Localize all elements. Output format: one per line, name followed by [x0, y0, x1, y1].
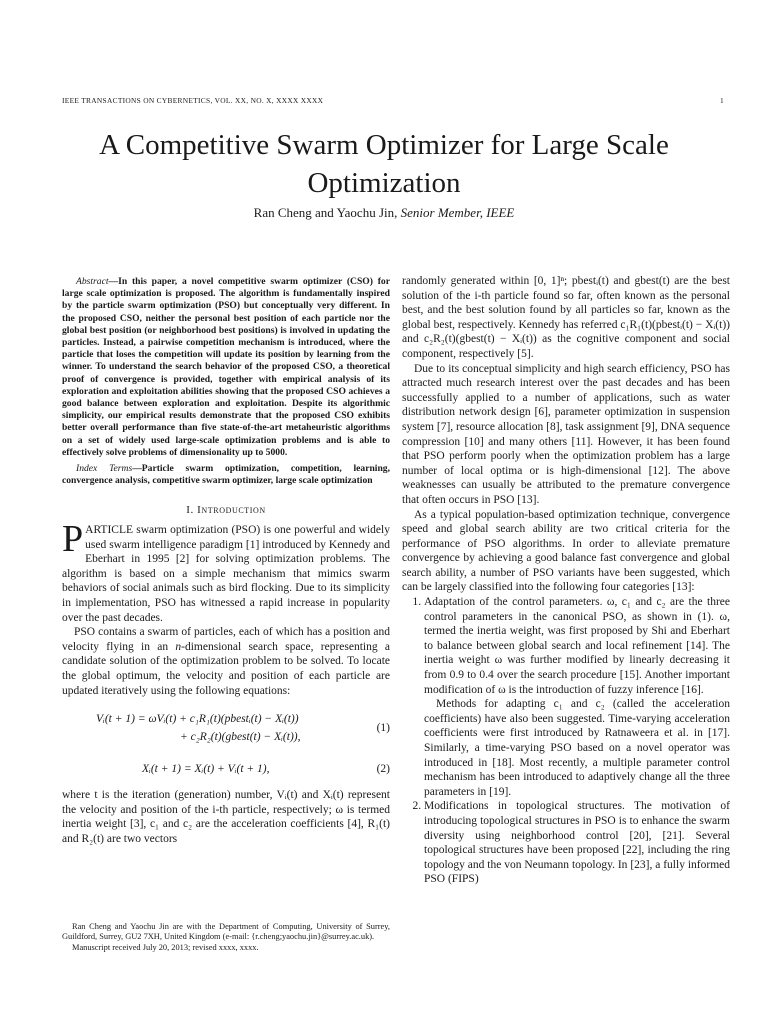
intro-paragraph-2-text-a: PSO contains a swarm of particles, each of which has a position and velocity flying in an	[62, 626, 390, 653]
author-membership: Senior Member, IEEE	[400, 205, 515, 220]
running-head	[62, 96, 724, 105]
journal-name: IEEE TRANSACTIONS ON CYBERNETICS, VOL. XX, NO. X, XXXX XXXX	[62, 96, 324, 105]
list-item-2-text: 2. Modifications in topological structures. The motivation of introducing topological structures in PSO is to enhance the swarm diversity using neighborhood control [20], [21]. Several topological structures have been proposed [22], including the ring topology and the von Neumann topology. In [23], a fully informed PSO (FIPS)	[424, 800, 730, 886]
list-item-1-subparagraph: Methods for adapting c₁ and c₂ (called the acceleration coefficients) have also been suggested. Time-varying acceleration coefficients were first introduced by Ratnaweera et al. in [17]. Similarly, a time-varying PSO based on a novel operator was introduced in [18]. Most recently, a multiple parameter control mechanism has been introduced to adaptively change all the three parameters in [19].	[424, 698, 730, 798]
footnote-manuscript: Manuscript received July 20, 2013; revised xxxx, xxxx.	[72, 942, 259, 952]
index-terms-label: Index Terms	[76, 463, 133, 475]
left-column	[62, 276, 390, 847]
section-heading-introduction: I. Introduction	[186, 504, 266, 517]
equation-2	[62, 758, 390, 780]
equation-2-line: Xᵢ(t + 1) = Xᵢ(t) + Vᵢ(t + 1),	[142, 763, 270, 776]
equation-1-line-1: Vᵢ(t + 1) = ωVᵢ(t) + c₁R₁(t)(pbestᵢ(t) − Xᵢ(t))	[96, 713, 299, 726]
index-terms	[62, 463, 390, 487]
intro-paragraph-3: where t is the iteration (generation) number, Vᵢ(t) and Xᵢ(t) represent the velocity and position of the i-th particle, respectively; ω is termed inertia weight [3], c₁ and c₂ are the acceleration coefficients [4], R₁(t) and R₂(t) are two vectors	[62, 789, 390, 845]
abstract-text: —In this paper, a novel competitive swarm optimizer (CSO) for large scale optimization is proposed. The algorithm is fundamentally inspired by the particle swarm optimization (PSO) but conceptually very different. In the proposed CSO, neither the personal best position of each particle nor the global best position (or neighborhood best positions) is involved in updating the particles. Instead, a pairwise competition mechanism is introduced, where the particle that loses the competition will update its position by learning from the winner. To understand the search behavior of the proposed CSO, a theoretical proof of convergence is provided, together with empirical analysis of its exploration and exploitation abilities showing that the proposed CSO achieves a good balance between exploration and exploitation. Despite its algorithmic simplicity, our empirical results demonstrate that the proposed CSO exhibits better overall performance than five state-of-the-art metaheuristic algorithms on a set of widely used large-scale optimization problems and is able to effectively solve problems of dimensionality up to 5000.	[62, 276, 390, 458]
intro-paragraph-2-math: n	[175, 640, 182, 653]
intro-paragraph-2	[62, 625, 390, 698]
list-item	[424, 799, 730, 887]
author-names: Ran Cheng and Yaochu Jin,	[253, 205, 398, 220]
equation-1-line-2: + c₂R₂(t)(gbest(t) − Xᵢ(t)),	[180, 731, 301, 744]
right-paragraph-2: Due to its conceptual simplicity and high search efficiency, PSO has attracted much research interest over the past decades and has been successfully applied to a number of applications, such as water distribution network design [6], parameter optimization in suspension system [7], resource allocation [8], task assignment [9], DNA sequence compression [10] and many others [11]. However, it has been found that PSO perform poorly when the optimization problem has a large number of local optima or is high-dimensional [12]. The above weaknesses can usually be attributed to the premature convergence that often occurs in PSO [13].	[402, 362, 730, 506]
paper-title: A Competitive Swarm Optimizer for Large Scale Optimization	[99, 129, 669, 199]
index-terms-text: —Particle swarm optimization, competition, learning, convergence analysis, competitive swarm optimizer, large scale optimization	[62, 463, 391, 487]
footnote-affiliation: Ran Cheng and Yaochu Jin are with the Department of Computing, University of Surrey, Guildford, Surrey, GU2 7XH, United Kingdom (e-mail: {r.cheng;yaochu.jin}@surrey.ac.uk).	[62, 922, 390, 942]
author-line	[50, 205, 718, 221]
intro-paragraph-1	[62, 518, 390, 625]
intro-paragraph-1-text: ARTICLE swarm optimization (PSO) is one powerful and widely used swarm intelligence paradigm [1] introduced by Kennedy and Eberhart in 1995 [2] for solving optimization problems. The algorithm is based on a simple mechanism that mimics swarm behaviors of social animals such as bird flocking. Due to its simplicity in implementation, PSO has witnessed a rapid increase in popularity over the past decades.	[62, 524, 390, 624]
equation-2-number: (2)	[376, 763, 390, 776]
intro-paragraph-2-text-b: -dimensional search space, representing a candidate solution of the optimization problem to be solved. To locate the global optimum, the velocity and position of each particle are updated iteratively using the following equations:	[62, 640, 390, 697]
page-number: 1	[720, 96, 724, 105]
right-paragraph-3: As a typical population-based optimization technique, convergence speed and global search ability are two critical criteria for the performance of PSO algorithms. In order to alleviate premature convergence by achieving a good balance fast convergence and global search ability, a number of PSO variants have been suggested, which can be largely classified into the following four categories [13]:	[402, 508, 730, 594]
footnote	[62, 922, 390, 953]
abstract	[62, 276, 390, 459]
abstract-label: Abstract	[76, 276, 109, 287]
right-paragraph-1: randomly generated within [0, 1]ⁿ; pbestᵢ(t) and gbest(t) are the best solution of the i-th particle found so far, often known as the personal best, and the best solution found by all particles so far, known as the global best, respectively. Kennedy has referred c₁R₁(t)(pbestᵢ(t) − Xᵢ(t)) and c₂R₂(t)(gbest(t) − Xᵢ(t)) as the cognitive component and social component, respectively [5].	[402, 275, 730, 360]
category-list	[402, 595, 730, 887]
equation-1-number: (1)	[376, 722, 390, 735]
list-item-1-text: 1. Adaptation of the control parameters. ω, c₁ and c₂ are the three control parameters in the canonical PSO, as shown in (1). ω, termed the inertia weight, was first proposed by Shi and Eberhart to balance between global search and local refinement [14]. The inertia weight ω was further modified by linearly decreasing it from 0.9 to 0.4 over the search procedure [15]. Another important modification of ω is the introduction of fuzzy inference [16].	[424, 596, 730, 696]
drop-cap: P	[62, 518, 84, 561]
equation-1	[62, 712, 390, 750]
right-column	[402, 274, 730, 887]
list-item	[424, 595, 730, 799]
